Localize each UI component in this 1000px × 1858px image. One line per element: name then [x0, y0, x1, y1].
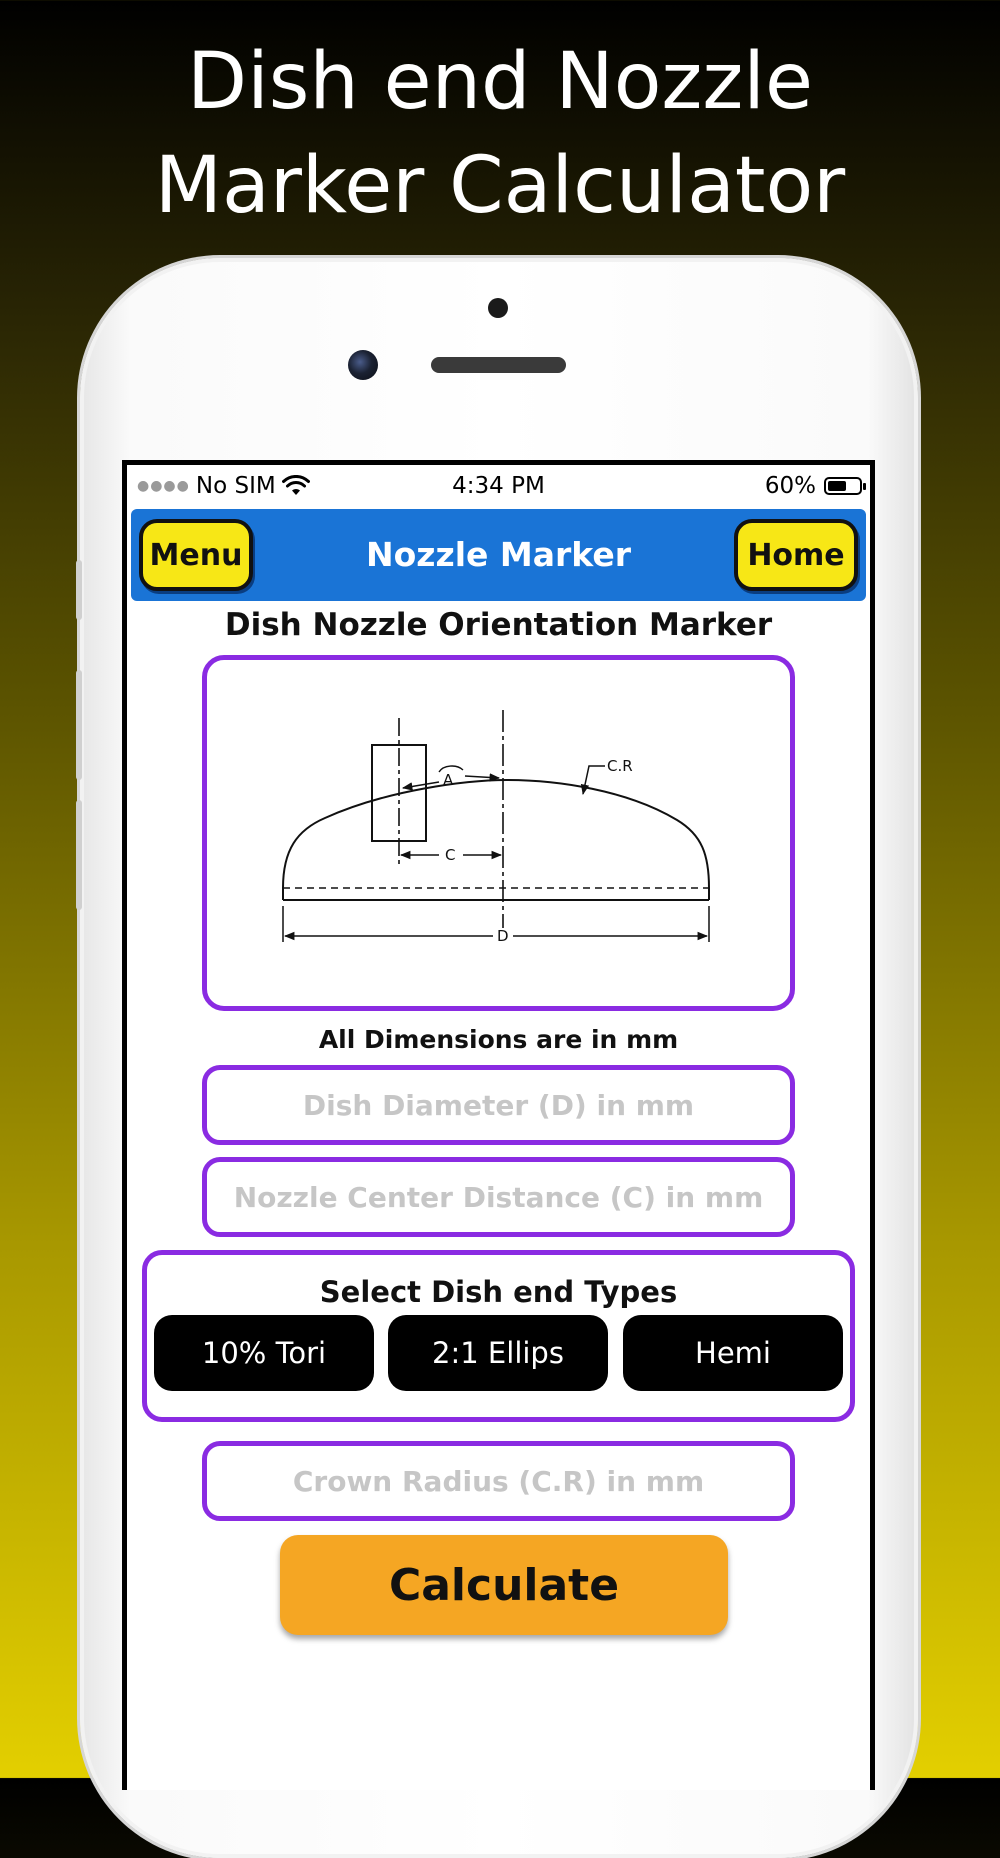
- battery-level-fill: [828, 481, 846, 491]
- nozzle-center-distance-input[interactable]: [202, 1157, 795, 1237]
- phone-volume-down: [76, 800, 82, 910]
- dish-type-selector: [142, 1250, 855, 1422]
- dish-nozzle-diagram: [207, 660, 790, 1006]
- menu-button[interactable]: Menu: [139, 519, 253, 591]
- status-bar: [127, 465, 870, 509]
- promo-title-line-1: Dish end Nozzle: [187, 37, 813, 127]
- home-button[interactable]: Home: [734, 519, 858, 591]
- dish-diameter-input[interactable]: [202, 1065, 795, 1145]
- crown-radius-label: C.R: [607, 757, 633, 775]
- signal-dots-icon: ●●●●: [137, 478, 190, 494]
- promo-title: [0, 30, 1000, 238]
- dish-type-title: Select Dish end Types: [319, 1275, 678, 1309]
- page-title: Dish Nozzle Orientation Marker: [224, 607, 773, 643]
- angle-a-label: A: [443, 771, 454, 789]
- dish-type-tori-button[interactable]: 10% Tori: [154, 1315, 374, 1391]
- diameter-label: D: [497, 927, 509, 945]
- phone-screen: [122, 460, 875, 1790]
- phone-volume-up: [76, 670, 82, 780]
- dish-diagram-panel: [202, 655, 795, 1011]
- front-camera: [348, 350, 378, 380]
- calculate-button[interactable]: Calculate: [280, 1535, 728, 1635]
- battery-icon: [824, 477, 862, 495]
- center-distance-label: C: [445, 846, 456, 864]
- carrier-label: No SIM: [195, 473, 276, 499]
- crown-radius-input[interactable]: [202, 1441, 795, 1521]
- earpiece-speaker: [431, 357, 566, 373]
- battery-percent: 60%: [764, 473, 816, 499]
- nav-bar: [131, 509, 866, 601]
- phone-mute-switch: [76, 560, 82, 620]
- proximity-sensor: [488, 298, 508, 318]
- clock: 4:34 PM: [452, 473, 545, 499]
- promo-title-line-2: Marker Calculator: [154, 141, 846, 231]
- dish-type-ellips-button[interactable]: 2:1 Ellips: [388, 1315, 608, 1391]
- dish-type-hemi-button[interactable]: Hemi: [623, 1315, 843, 1391]
- nav-title: Nozzle Marker: [366, 535, 631, 574]
- units-note: All Dimensions are in mm: [318, 1025, 679, 1054]
